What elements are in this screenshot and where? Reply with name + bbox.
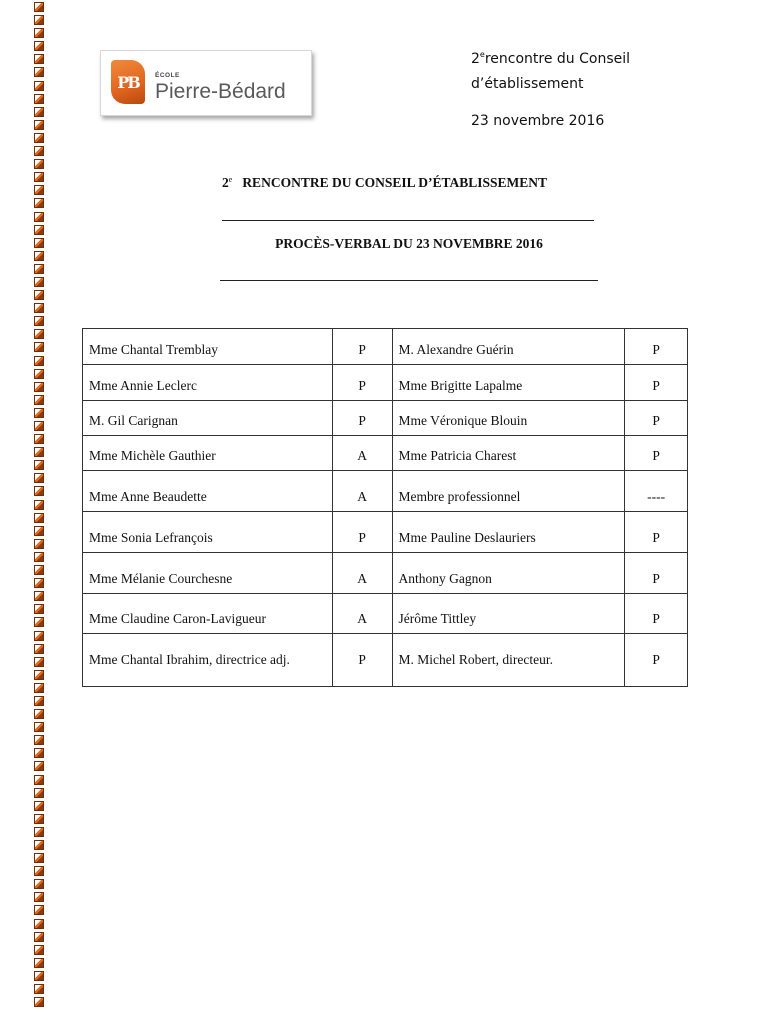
member-name: M. Gil Carignan [83, 401, 333, 436]
member-status: P [625, 365, 688, 401]
member-status: ---- [625, 471, 688, 512]
document-flag-icon [34, 971, 44, 981]
document-flag-icon [34, 212, 44, 222]
document-flag-icon [34, 159, 44, 169]
attendance-row [83, 401, 688, 436]
meeting-line-2: d’établissement [471, 76, 584, 92]
document-flag-icon [34, 892, 44, 902]
document-flag-icon [34, 146, 44, 156]
document-flag-icon [34, 657, 44, 667]
member-name: Mme Michèle Gauthier [83, 436, 333, 471]
document-flag-icon [34, 683, 44, 693]
document-flag-icon [34, 251, 44, 261]
document-flag-icon [34, 172, 44, 182]
title-text: RENCONTRE DU CONSEIL D’ÉTABLISSEMENT [242, 175, 548, 190]
attendance-row [83, 471, 688, 512]
meeting-date: 23 novembre 2016 [471, 113, 605, 129]
document-flag-icon [34, 801, 44, 811]
subtitle-rule [220, 280, 598, 281]
member-name: Mme Chantal Ibrahim, directrice adj. [83, 634, 333, 687]
document-flag-icon [34, 866, 44, 876]
document-flag-icon [34, 395, 44, 405]
document-flag-icon [34, 709, 44, 719]
member-status: P [625, 401, 688, 436]
document-flag-icon [34, 513, 44, 523]
document-flag-icon [34, 133, 44, 143]
document-flag-icon [34, 919, 44, 929]
document-flag-icon [34, 486, 44, 496]
member-status: P [625, 594, 688, 634]
member-name: Mme Chantal Tremblay [83, 329, 333, 365]
member-status: P [332, 401, 392, 436]
document-flag-icon [34, 54, 44, 64]
title-ordinal-sup: e [228, 175, 233, 184]
member-name: Mme Sonia Lefrançois [83, 512, 333, 553]
member-status: A [332, 436, 392, 471]
document-flag-icon [34, 552, 44, 562]
attendance-row [83, 553, 688, 594]
document-flag-icon [34, 644, 44, 654]
margin-icon-strip [34, 0, 46, 1026]
document-flag-icon [34, 958, 44, 968]
document-flag-icon [34, 408, 44, 418]
document-flag-icon [34, 460, 44, 470]
document-subtitle: PROCÈS-VERBAL DU 23 NOVEMBRE 2016 [275, 236, 543, 251]
document-flag-icon [34, 290, 44, 300]
document-flag-icon [34, 447, 44, 457]
member-status: P [332, 512, 392, 553]
document-flag-icon [34, 565, 44, 575]
document-flag-icon [34, 120, 44, 130]
document-flag-icon [34, 15, 44, 25]
member-status: P [332, 329, 392, 365]
attendance-row [83, 594, 688, 634]
document-flag-icon [34, 670, 44, 680]
meeting-line-1-text: rencontre du Conseil [484, 51, 631, 67]
document-flag-icon [34, 500, 44, 510]
attendance-row [83, 365, 688, 401]
attendance-row [83, 634, 688, 687]
document-flag-icon [34, 526, 44, 536]
document-flag-icon [34, 578, 44, 588]
member-status: P [625, 553, 688, 594]
document-flag-icon [34, 631, 44, 641]
document-flag-icon [34, 67, 44, 77]
member-name: Mme Mélanie Courchesne [83, 553, 333, 594]
attendance-row [83, 329, 688, 365]
document-flag-icon [34, 617, 44, 627]
document-flag-icon [34, 94, 44, 104]
logo-ecole-label: ÉCOLE [155, 72, 180, 79]
member-name: Mme Claudine Caron-Lavigueur [83, 594, 333, 634]
member-name: Mme Annie Leclerc [83, 365, 333, 401]
document-flag-icon [34, 356, 44, 366]
member-name: M. Alexandre Guérin [392, 329, 625, 365]
document-flag-icon [34, 28, 44, 38]
document-flag-icon [34, 827, 44, 837]
member-name: Membre professionnel [392, 471, 625, 512]
document-flag-icon [34, 984, 44, 994]
member-status: A [332, 594, 392, 634]
member-name: Jérôme Tittley [392, 594, 625, 634]
document-flag-icon [34, 604, 44, 614]
document-flag-icon [34, 788, 44, 798]
member-status: P [332, 365, 392, 401]
document-flag-icon [34, 421, 44, 431]
document-flag-icon [34, 434, 44, 444]
member-status: P [625, 436, 688, 471]
member-name: Mme Anne Beaudette [83, 471, 333, 512]
member-status: P [625, 512, 688, 553]
document-flag-icon [34, 945, 44, 955]
document-flag-icon [34, 264, 44, 274]
document-flag-icon [34, 840, 44, 850]
member-status: P [625, 329, 688, 365]
document-flag-icon [34, 107, 44, 117]
document-flag-icon [34, 277, 44, 287]
document-flag-icon [34, 748, 44, 758]
meeting-ordinal-sup: e [479, 50, 485, 59]
document-flag-icon [34, 382, 44, 392]
meeting-header [471, 42, 751, 134]
member-status: P [625, 634, 688, 687]
member-name: Anthony Gagnon [392, 553, 625, 594]
document-flag-icon [34, 342, 44, 352]
member-status: A [332, 471, 392, 512]
member-status: A [332, 553, 392, 594]
document-flag-icon [34, 41, 44, 51]
meeting-line-1 [471, 42, 751, 72]
document-flag-icon [34, 329, 44, 339]
document-flag-icon [34, 81, 44, 91]
document-flag-icon [34, 591, 44, 601]
logo-school-name: Pierre-Bédard [155, 80, 286, 103]
document-flag-icon [34, 735, 44, 745]
document-flag-icon [34, 198, 44, 208]
attendance-row [83, 512, 688, 553]
document-flag-icon [34, 997, 44, 1007]
document-flag-icon [34, 316, 44, 326]
document-flag-icon [34, 303, 44, 313]
member-name: Mme Patricia Charest [392, 436, 625, 471]
title-rule [222, 220, 594, 221]
member-name: Mme Pauline Deslauriers [392, 512, 625, 553]
document-flag-icon [34, 696, 44, 706]
document-flag-icon [34, 722, 44, 732]
attendance-row [83, 436, 688, 471]
document-flag-icon [34, 225, 44, 235]
meeting-ordinal: 2 [471, 51, 480, 67]
member-status: P [332, 634, 392, 687]
document-flag-icon [34, 932, 44, 942]
member-name: M. Michel Robert, directeur. [392, 634, 625, 687]
document-flag-icon [34, 879, 44, 889]
document-flag-icon [34, 473, 44, 483]
member-name: Mme Véronique Blouin [392, 401, 625, 436]
document-title [222, 175, 602, 191]
document-flag-icon [34, 761, 44, 771]
title-ordinal: 2 [222, 175, 229, 190]
document-flag-icon [34, 539, 44, 549]
school-logo [100, 50, 312, 116]
document-flag-icon [34, 814, 44, 824]
document-flag-icon [34, 185, 44, 195]
document-flag-icon [34, 369, 44, 379]
document-flag-icon [34, 775, 44, 785]
attendance-table [82, 328, 688, 687]
logo-monogram: PB [111, 60, 145, 104]
document-flag-icon [34, 853, 44, 863]
member-name: Mme Brigitte Lapalme [392, 365, 625, 401]
document-flag-icon [34, 905, 44, 915]
document-flag-icon [34, 2, 44, 12]
